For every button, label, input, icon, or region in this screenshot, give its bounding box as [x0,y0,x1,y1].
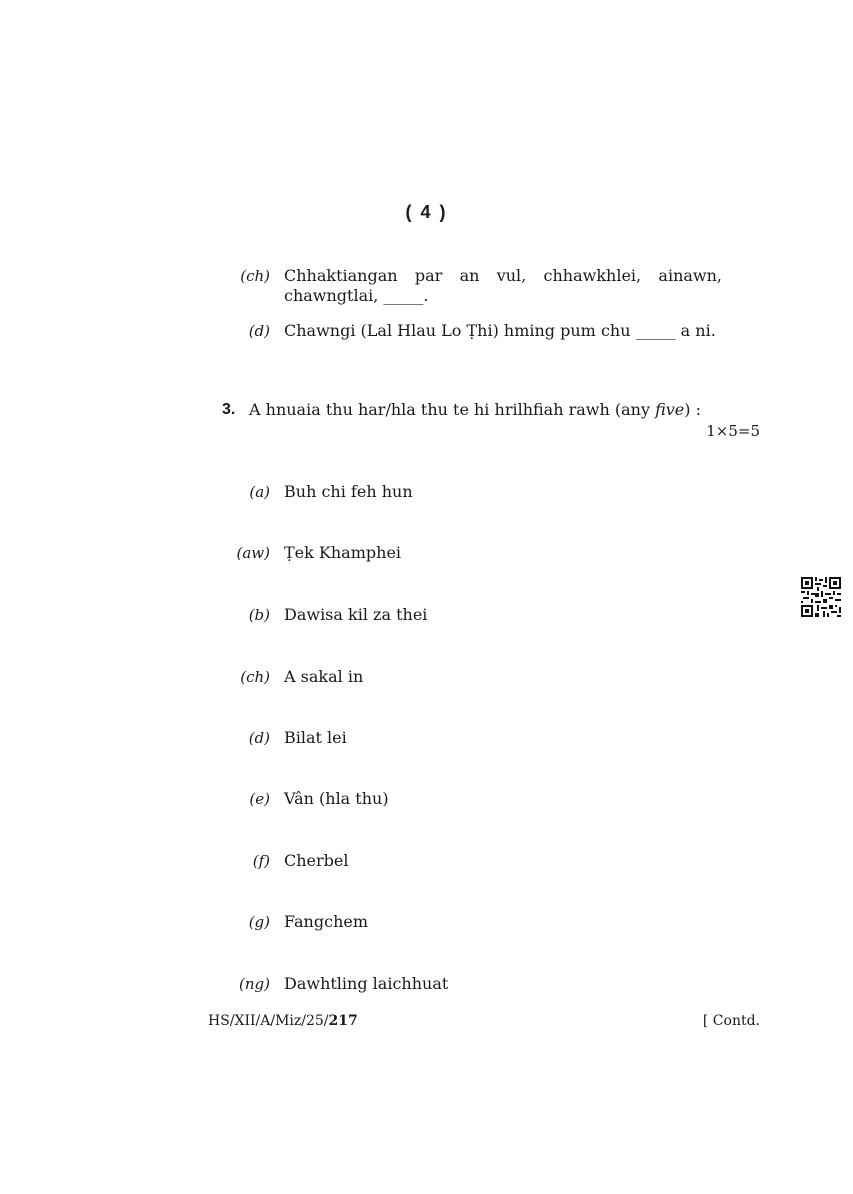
option-text: Dawisa kil za thei [284,605,428,624]
option-text: A sakal in [284,667,364,686]
option-text: Fangchem [284,912,369,931]
marks-allocation: 1×5=5 [706,422,760,440]
question-text-start: A hnuaia thu har/hla thu te hi hrilhfiah rawh (any [249,400,656,419]
paper-code [208,1013,358,1029]
option-label: (g) [248,913,270,931]
option-label: (b) [248,606,270,624]
option-text: Buh chi feh hun [284,482,413,501]
item-text: Chawngi (Lal Hlau Lo Ṭhi) hming pum chu _____ a ni. [284,321,716,340]
question-text-end: ) : [684,400,701,419]
option-label: (e) [249,790,270,808]
question-text [249,400,701,420]
option-text: Cherbel [284,851,349,870]
page-number: ( 4 ) [405,202,448,222]
item-label: (d) [248,322,270,340]
option-label: (f) [252,852,270,870]
item-label: (ch) [240,267,270,285]
continued-marker: [ Contd. [702,1013,760,1029]
question-number: 3. [222,401,236,418]
option-text: Dawhtling laichhuat [284,974,449,993]
qr-code-icon [801,577,841,617]
question-2-item-d [200,321,722,341]
question-text-emphasis: five [655,400,685,419]
option-text: Bilat lei [284,728,347,747]
option-text: Vân (hla thu) [284,789,389,808]
option-label: (ch) [240,668,270,686]
paper-code-number: 217 [328,1013,358,1029]
option-text: Ṭek Khamphei [284,543,402,562]
option-label: (aw) [236,544,270,562]
question-2-item-ch [200,266,722,306]
option-label: (a) [249,483,270,501]
option-label: (ng) [239,975,270,993]
paper-code-prefix: HS/XII/A/Miz/25/ [208,1013,329,1029]
option-label: (d) [248,729,270,747]
item-text: Chhaktiangan par an vul, chhawkhlei, ainawn, chawngtlai, _____. [284,266,722,305]
